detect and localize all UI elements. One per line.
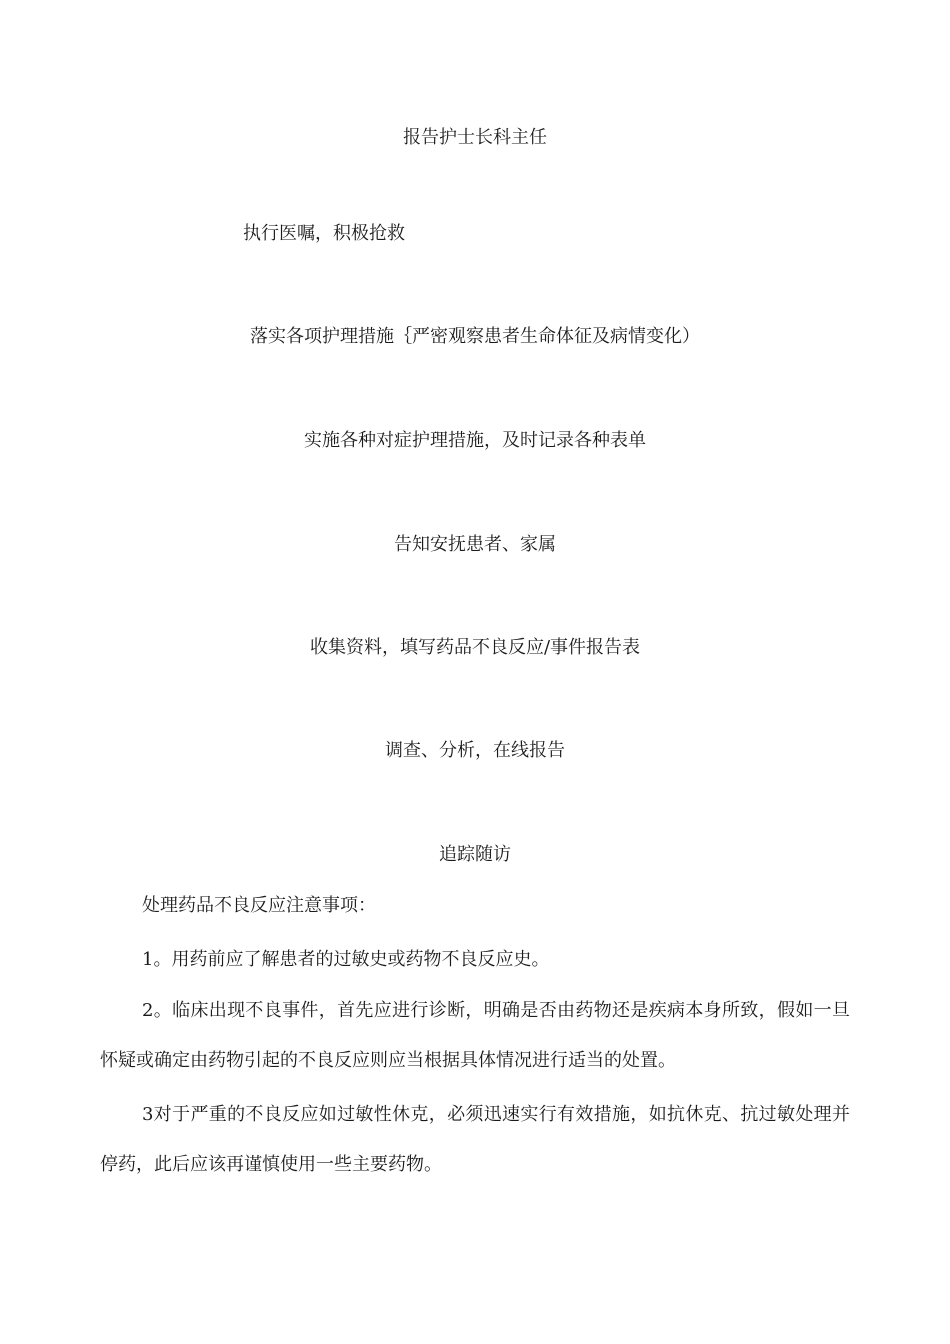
flow-step-follow-up: 追踪随访 bbox=[439, 844, 511, 865]
flow-step-nursing-measures: 落实各项护理措施｛严密观察患者生命体征及病情变化） bbox=[250, 326, 700, 347]
flow-step-execute-orders: 执行医嘱，积极抢救 bbox=[243, 223, 405, 244]
flow-step-collect-data: 收集资料，填写药品不良反应/事件报告表 bbox=[309, 637, 641, 658]
flow-step-investigate-report: 调查、分析，在线报告 bbox=[385, 740, 565, 761]
flow-step-symptomatic-care: 实施各种对症护理措施，及时记录各种表单 bbox=[304, 430, 646, 451]
note-item-2: 2。临床出现不良事件，首先应进行诊断，明确是否由药物还是疾病本身所致，假如一旦怀疑或确定由药物引起的不良反应则应当根据具体情况进行适当的处置。 bbox=[100, 1000, 850, 1071]
flow-step-inform-patient: 告知安抚患者、家属 bbox=[394, 534, 556, 555]
notes-heading: 处理药品不良反应注意事项： bbox=[142, 895, 376, 916]
note-item-3: 3对于严重的不良反应如过敏性休克，必须迅速实行有效措施，如抗休克、抗过敏处理并停药，此后应该再谨慎使用一些主要药物。 bbox=[100, 1104, 850, 1175]
note-item-1: 1。用药前应了解患者的过敏史或药物不良反应史。 bbox=[142, 949, 550, 970]
flow-step-report-head-nurse: 报告护士长科主任 bbox=[403, 127, 547, 148]
